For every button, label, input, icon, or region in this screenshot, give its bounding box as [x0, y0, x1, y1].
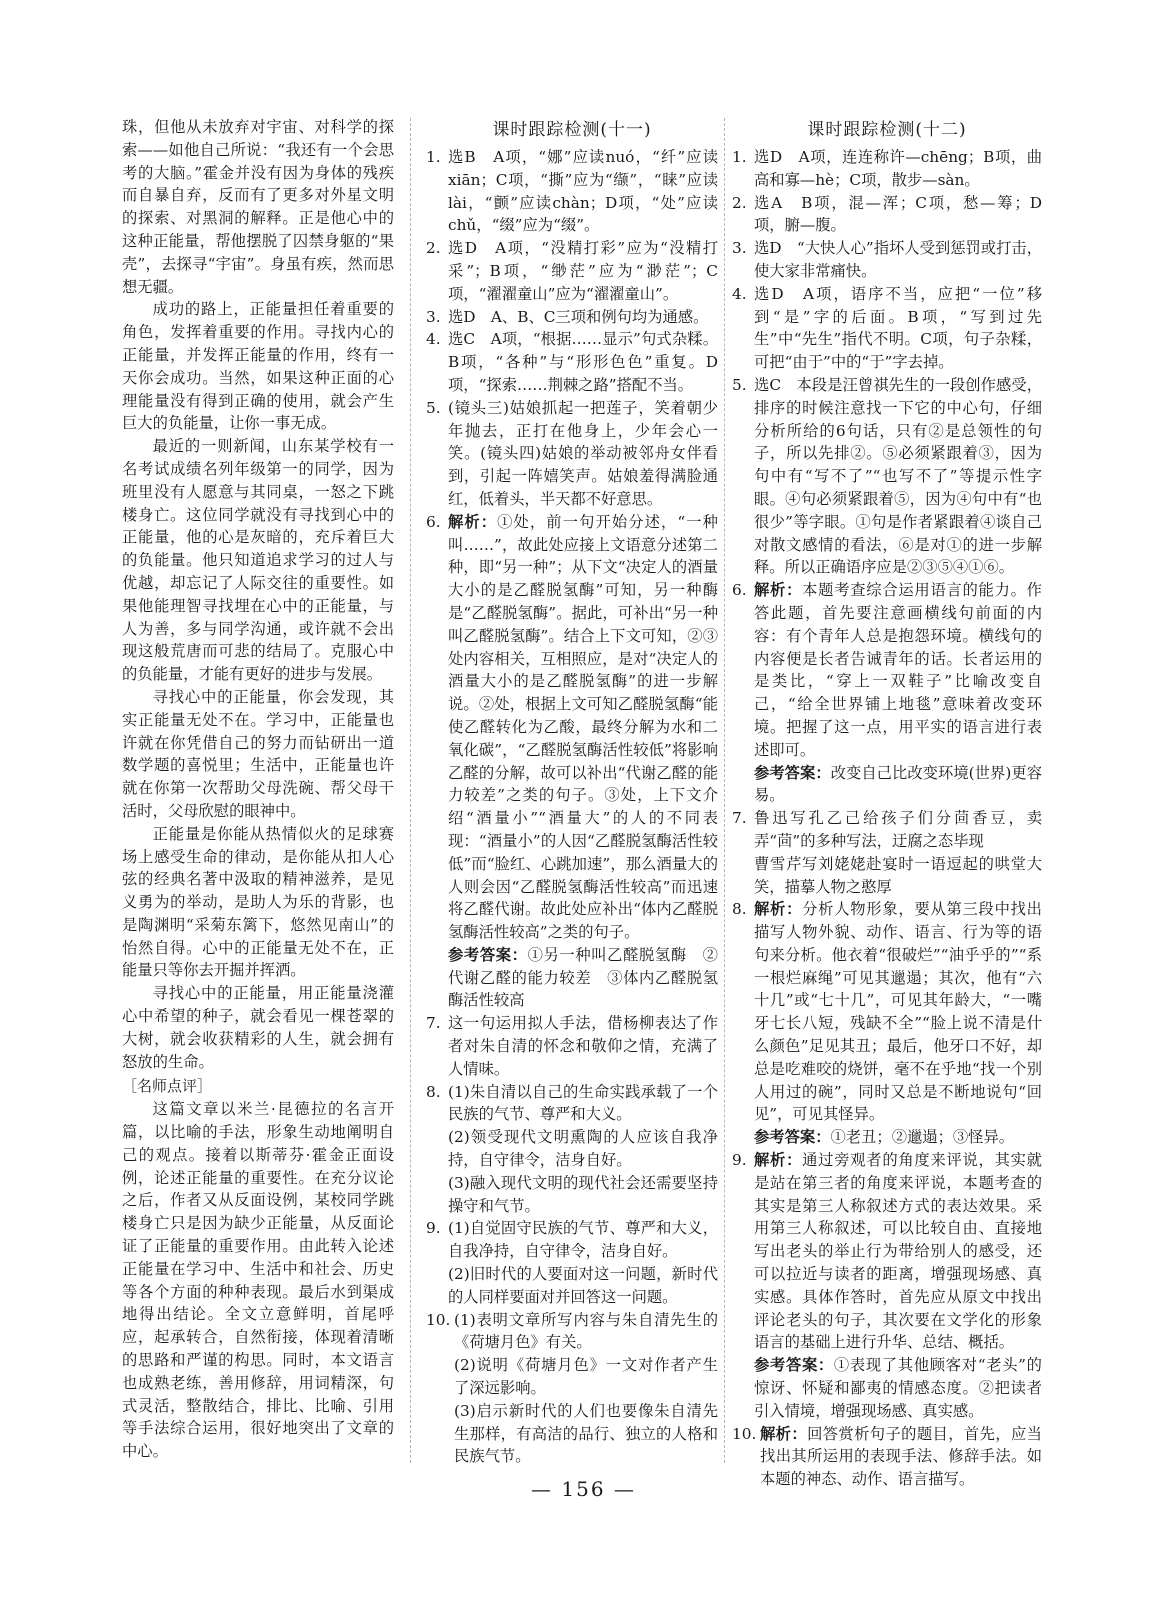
answer-item [732, 374, 1042, 579]
item-text [448, 146, 718, 237]
section-title: 课时跟踪检测(十一) [492, 120, 652, 140]
item-number: 8. [426, 1082, 441, 1101]
reference-answer [732, 762, 1042, 808]
item-number: 4. [732, 284, 747, 303]
item-text [754, 146, 1042, 192]
item-text [754, 1149, 1042, 1354]
item-text [448, 1217, 718, 1263]
item-text [448, 1012, 718, 1080]
item-text [448, 511, 718, 944]
answer-item [732, 283, 1042, 374]
answer-item [426, 328, 718, 396]
item-number: 9. [426, 1219, 441, 1238]
answer-list [426, 146, 718, 1468]
item-number: 4. [426, 330, 441, 349]
answer-label: 参考答案： [754, 1356, 834, 1375]
item-body: (1)自觉固守民族的气节、尊严和大义，自我净持，自守律令，洁身自好。 [448, 1219, 718, 1261]
column-divider [410, 118, 411, 1463]
item-text [754, 374, 1042, 579]
answer-item [426, 511, 718, 944]
item-number: 7. [732, 809, 747, 828]
analysis-label: 解析： [448, 512, 498, 531]
right-column [732, 116, 1042, 1491]
item-body: 通过旁观者的角度来评说，其实就是站在第三者的角度来评说，本题考查的其实是第三人称叙述方式的表达效果。采用第三人称叙述，可以比较自由、直接地写出老头的举止行为带给别人的感受，还可以拉近与读者的距离，增强现场感、真实感。具体作答时，首先应从原文中找出评论老头的句子，其次要在文学化的形象语言的基础上进行升华、总结、概括。 [754, 1151, 1042, 1352]
item-number: 3. [426, 307, 441, 326]
item-body: 选D “大快人心”指坏人受到惩罚或打击，使大家非常痛快。 [754, 239, 1042, 280]
teacher-comment-title: ［名师点评］ [122, 1077, 213, 1096]
answer-text: ①老丑；②邋遢；③怪异。 [830, 1128, 1015, 1147]
item-body: ①处，前一句开始分述，“一种叫……”，故此处应接上文语意分述第二种，即“另一种”；从下文“决定人的酒量大小的是乙醛脱氢酶”可知，另一种酶是“乙醛脱氢酶”。据此，可补出“另一种叫乙醛脱氢酶”。结合上下文可知，②③处内容相关，互相照应，是对“决定人的酒量大小的是乙醛脱氢酶”的进一步解说。②处，根据上文可知乙醛脱氢酶“能使乙醛转化为乙酸，最终分解为水和二氧化碳”，“乙醛脱氢酶活性较低”将影响乙醛的分解，故可以补出“代谢乙醛的能力较差”之类的句子。③处，上下文介绍“酒量小”“酒量大”的人的不同表现：“酒量小”的人因“乙醛脱氢酶活性较低”而“脸红、心跳加速”，那么酒量大的人则会因“乙醛脱氢酶活性较高”而迅速将乙醛代谢。故此处应补出“体内乙醛脱氢酶活性较高”之类的句子。 [448, 512, 718, 942]
item-number: 5. [732, 375, 747, 394]
answer-item [732, 237, 1042, 283]
answer-label: 参考答案： [754, 763, 831, 782]
item-body: 分析人物形象，要从第三段中找出描写人物外貌、动作、语言、行为等的语句来分析。他衣着“很破烂”“油乎乎的”“系一根烂麻绳”可见其邋遢；其次，他有“六十几”或“七十几”，可见其年龄大，“一嘴牙七长八短，残缺不全”“脸上说不清是什么颜色”足见其丑；最后，他牙口不好，却总是吃难咬的烧饼，毫不在乎地“找一个别人用过的碗”，同时又总是不断地说句“回见”，可见其怪异。 [754, 900, 1042, 1124]
answer-item [732, 192, 1042, 238]
item-body: 鲁迅写孔乙己给孩子们分茴香豆，卖弄“茴”的多种写法，迂腐之态毕现 [754, 809, 1042, 850]
analysis-label: 解析： [760, 1424, 808, 1443]
item-number: 6. [426, 512, 441, 531]
item-number: 10. [426, 1310, 451, 1329]
answer-text: ①另一种叫乙醛脱氢酶 ②代谢乙醛的能力较差 ③体内乙醛脱氢酶活性较高 [448, 945, 718, 1010]
item-body: 选C A项，“根据……显示”句式杂糅。B项，“各种”与“形形色色”重复。D项，“探索……荆棘之路”搭配不当。 [448, 330, 718, 394]
answer-item [732, 1149, 1042, 1354]
essay-paragraph: 成功的路上，正能量担任着重要的角色，发挥着重要的作用。寻找内心的正能量，并发挥正能量的作用，终有一天你会成功。当然，如果这种正面的心理能量没有得到正确的使用，就会产生巨大的负能量，让你一事无成。 [122, 300, 394, 433]
answer-item [426, 1012, 718, 1080]
answer-item [426, 1081, 718, 1127]
left-column [122, 116, 394, 1463]
item-number: 10. [732, 1424, 757, 1443]
item-text [754, 807, 1042, 853]
item-body: 选D A项，连连称许—chēng；B项，曲高和寡—hè；C项，散步—sàn。 [754, 148, 1042, 189]
item-body: (1)表明文章所写内容与朱自清先生的《荷塘月色》有关。 [454, 1310, 718, 1352]
item-text [754, 283, 1042, 374]
answer-item [732, 898, 1042, 1126]
essay-paragraph: 寻找心中的正能量，用正能量浇灌心中希望的种子，就会看见一棵苍翠的大树，就会收获精彩的人生，就会拥有怒放的生命。 [122, 984, 394, 1071]
item-body: (镜头三)姑娘抓起一把莲子，笑着朝少年抛去，正打在他身上，少年会心一笑。(镜头四)姑娘的举动被邻舟女伴看到，引起一阵嬉笑声。姑娘羞得满脸通红，低着头，半天都不好意思。 [448, 398, 718, 508]
item-text [754, 192, 1042, 238]
essay-paragraph: 寻找心中的正能量，你会发现，其实正能量无处不在。学习中，正能量也许就在你凭借自己的努力而钻研出一道数学题的喜悦里；生活中，正能量也许就在你第一次帮助父母洗碗、帮父母干活时，父母欣慰的眼神中。 [122, 687, 394, 820]
column-divider [724, 118, 725, 1463]
answer-item [426, 306, 718, 329]
item-body: 本题考查综合运用语言的能力。作答此题，首先要注意画横线句前面的内容：有个青年人总是抱怨环境。横线句的内容便是长者告诫青年的话。长者运用的是类比，“穿上一双鞋子”比喻改变自己，“给全世界铺上地毯”意味着改变环境。把握了这一点，用平实的语言进行表述即可。 [754, 581, 1042, 759]
answer-label: 参考答案： [448, 945, 528, 964]
middle-column [426, 116, 718, 1468]
answer-text: ①表现了其他顾客对“老头”的惊讶、怀疑和鄙夷的情感态度。②把读者引入情境，增强现场感、真实感。 [754, 1356, 1042, 1420]
item-number: 9. [732, 1151, 747, 1170]
item-number: 5. [426, 398, 441, 417]
sub-answer: (2)说明《荷塘月色》一文对作者产生了深远影响。 [454, 1356, 718, 1398]
item-text [454, 1309, 718, 1355]
section-title: 课时跟踪检测(十二) [807, 120, 967, 140]
item-body: 这一句运用拟人手法，借杨柳表达了作者对朱自清的怀念和敬仰之情，充满了人情味。 [448, 1014, 718, 1078]
item-number: 1. [426, 148, 441, 166]
sub-answer: 曹雪芹写刘姥姥赴宴时一语逗起的哄堂大笑，描摹人物之憨厚 [754, 854, 1042, 896]
sub-answer: (2)领受现代文明熏陶的人应该自我净持，自守律令，洁身自好。 [448, 1128, 718, 1170]
item-body: 回答赏析句子的题目，首先，应当找出其所运用的表现手法、修辞手法。如本题的神态、动作、语言描写。 [760, 1424, 1042, 1489]
item-text [448, 306, 718, 329]
item-number: 7. [426, 1014, 441, 1033]
teacher-comment: 这篇文章以米兰·昆德拉的名言开篇，以比喻的手法，形象生动地阐明自己的观点。接着以斯蒂芬·霍金正面设例，论述正能量的重要性。在充分议论之后，作者又从反面设例，某校同学跳楼身亡只是因为缺少正能量，从反面论证了正能量的重要作用。由此转入论述正能量在学习中、生活中和社会、历史等各个方面的种种表现。最后水到渠成地得出结论。全文立意鲜明，首尾呼应，起承转合，自然衔接，体现着清晰的思路和严谨的构思。同时，本文语言也成熟老练，善用修辞，用词精深，句式灵活，整散结合，排比、比喻、引用等手法综合运用，很好地突出了文章的中心。 [122, 1100, 394, 1461]
item-body: 选D A、B、C三项和例句均为通感。 [448, 307, 709, 326]
item-number: 1. [732, 148, 747, 166]
item-body: (1)朱自清以自己的生命实践承载了一个民族的气节、尊严和大义。 [448, 1082, 718, 1124]
answer-item [426, 1309, 718, 1355]
essay-paragraph: 珠，但他从未放弃对宇宙、对科学的探索——如他自己所说：“我还有一个会思考的大脑。”霍金并没有因为身体的残疾而自暴自弃，反而有了更多对外星文明的探索、对黑洞的解释。正是他心中的这种正能量，帮他摆脱了囚禁身躯的“果壳”，去探寻“宇宙”。身虽有疾，然而思想无疆。 [122, 118, 394, 296]
answer-item [732, 579, 1042, 761]
answer-item [732, 807, 1042, 853]
item-text [448, 397, 718, 511]
item-text [754, 237, 1042, 283]
item-number: 8. [732, 900, 747, 919]
answer-item [426, 237, 718, 305]
sub-answer: (2)旧时代的人要面对这一问题，新时代的人同样要面对并回答这一问题。 [448, 1265, 718, 1306]
answer-label: 参考答案： [754, 1128, 831, 1147]
analysis-label: 解析： [754, 1151, 803, 1170]
item-number: 6. [732, 581, 747, 600]
answer-item [426, 146, 718, 237]
item-number: 2. [732, 193, 747, 212]
essay-paragraph: 最近的一则新闻，山东某学校有一名考试成绩名列年级第一的同学，因为班里没有人愿意与其同桌，一怒之下跳楼身亡。这位同学就没有寻找到心中的正能量，他的心是灰暗的，充斥着巨大的负能量。他只知道追求学习的过人与优越，却忘记了人际交往的重要性。如果他能理智寻找埋在心中的正能量，与人为善，多与同学沟通，或许就不会出现这般荒唐而可悲的结局了。克服心中的负能量，才能有更好的进步与发展。 [122, 437, 394, 684]
analysis-label: 解析： [754, 581, 803, 600]
item-body: 选C 本段是汪曾祺先生的一段创作感受，排序的时候注意找一下它的中心句，仔细分析所给的6句话，只有②是总领性的句子，所以先排②。⑤必须紧跟着③，因为句中有“写不了”“也写不了”等提示性字眼。④句必须紧跟着⑤，因为④句中有“也很少”等字眼。①句是作者紧跟着④谈自己对散文感情的看法，⑥是对①的进一步解释。所以正确语序应是②③⑤④①⑥。 [754, 375, 1042, 577]
sub-answer: (3)启示新时代的人们也要像朱自清先生那样，有高洁的品行、独立的人格和民族气节。 [454, 1401, 718, 1466]
item-number: 2. [426, 239, 441, 258]
answer-list [732, 146, 1042, 1491]
item-body: 选D A项，语序不当，应把“一位”移到“是”字的后面。B项，“写到过先生”中“先生”指代不明。C项，句子杂糅，可把“由于”中的“于”字去掉。 [754, 284, 1042, 372]
reference-answer [732, 1126, 1042, 1149]
analysis-label: 解析： [754, 900, 803, 919]
reference-answer [426, 944, 718, 1012]
item-body: 选B A项，“娜”应读nuó，“纤”应读xiān；C项，“撕”应为“缬”，“睐”应读lài，“颤”应读chàn；D项，“处”应读chǔ，“缀”应为“缀”。 [448, 148, 718, 235]
item-text [754, 579, 1042, 761]
sub-answer: (3)融入现代文明的现代社会还需要坚持操守和气节。 [448, 1173, 718, 1215]
answer-item [732, 146, 1042, 192]
item-text [448, 328, 718, 396]
essay-paragraph: 正能量是你能从热情似火的足球赛场上感受生命的律动，是你能从扣人心弦的经典名著中汲取的精神滋养，是见义勇为的举动，是助人为乐的背影，也是陶渊明“采菊东篱下，悠然见南山”的怡然自得。心中的正能量无处不在，正能量只等你去开掘并挥洒。 [122, 824, 394, 980]
item-body: 选D A项，“没精打彩”应为“没精打采”；B项，“缈茫”应为“渺茫”；C项，“濯濯童山”应为“濯濯童山”。 [448, 239, 718, 303]
answer-item [426, 397, 718, 511]
item-number: 3. [732, 239, 747, 258]
item-body: 选A B项，混—浑；C项，愁—筹；D项，腑—腹。 [754, 193, 1042, 235]
item-text [448, 237, 718, 305]
page-number: — 156 — [531, 1477, 636, 1501]
reference-answer [732, 1354, 1042, 1422]
answer-text: 改变自己比改变环境(世界)更容易。 [754, 763, 1042, 805]
item-text [448, 1081, 718, 1127]
item-text [754, 898, 1042, 1126]
answer-item [426, 1217, 718, 1263]
